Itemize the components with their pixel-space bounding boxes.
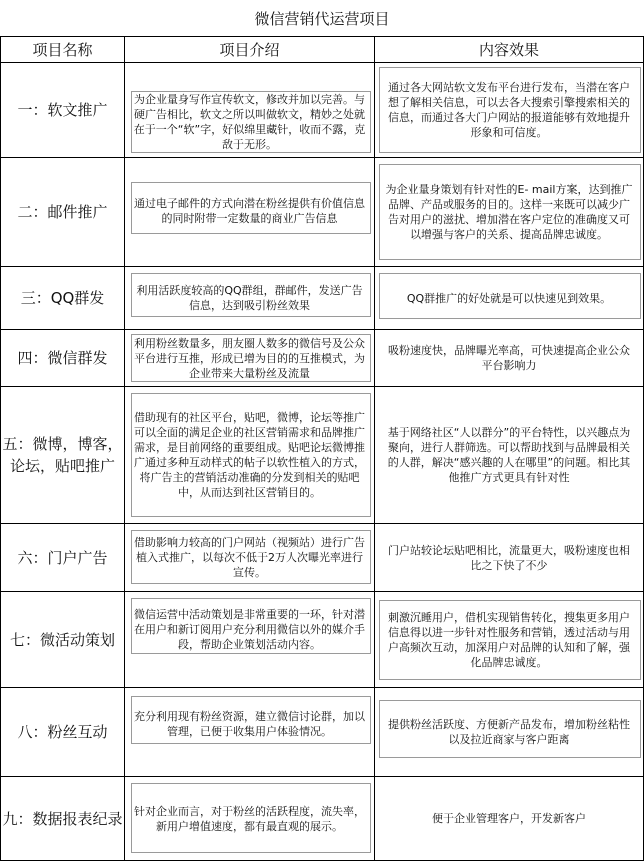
row-name: 三：QQ群发 — [1, 267, 125, 330]
row-effect-cell — [375, 387, 644, 524]
intro-box — [131, 783, 371, 853]
row-effect-cell — [375, 158, 644, 267]
table-row — [1, 267, 644, 330]
row-intro-cell — [125, 387, 375, 524]
table-header-row — [1, 37, 644, 63]
row-intro-cell — [125, 267, 375, 330]
table-row — [1, 777, 644, 861]
row-effect-cell — [375, 63, 644, 158]
row-intro: 借助现有的社区平台，贴吧，微博，论坛等推广可以全面的满足企业的社区营销需求和品牌推广需求，是目前网络的重要组成。贴吧论坛微博推广通过多种互动样式的帖子以软性植入的方式，将广告主的营销活动准确的分发到相关的贴吧中，从而达到社区营销目的。 — [134, 411, 365, 499]
intro-box — [131, 334, 371, 382]
table-row — [1, 158, 644, 267]
row-effect: 通过各大网站软文发布平台进行发布，当潜在客户想了解相关信息，可以去各大搜索引擎搜索相关的信息，而通过各大门户网站的报道能够有效地提升形象和可信度。 — [388, 81, 630, 139]
row-effect-cell — [375, 330, 644, 387]
row-intro: 针对企业而言，对于粉丝的活跃程度，流失率，新用户增值速度，都有最直观的展示。 — [134, 804, 365, 833]
row-name: 二：邮件推广 — [1, 158, 125, 267]
intro-box — [131, 182, 371, 234]
row-intro: 借助影响力较高的门户网站（视频站）进行广告植入式推广，以每次不低于2万人次曝光率进行宣传。 — [134, 536, 365, 579]
row-intro: 为企业量身写作宣传软文，修改并加以完善。与硬广告相比，软文之所以叫做软文，精妙之处就在于一个“软”字，好似绵里藏针，收而不露，克敌于无形。 — [133, 93, 366, 151]
row-effect: 刺激沉睡用户，借机实现销售转化，搜集更多用户信息得以进一步针对性服务和营销，透过活动与用户高频次互动，加深用户对品牌的认知和了解，强化品牌忠诚度。 — [388, 610, 630, 669]
row-name: 一：软文推广 — [1, 63, 125, 158]
row-name: 六：门户广告 — [1, 524, 125, 592]
row-name: 七：微活动策划 — [1, 592, 125, 688]
intro-box — [131, 91, 371, 153]
row-name: 八：粉丝互动 — [1, 688, 125, 777]
effect-box — [379, 67, 641, 153]
row-effect: QQ群推广的好处就是可以快速见到效果。 — [406, 291, 612, 305]
effect-box — [379, 700, 641, 758]
document-title: 微信营销代运营项目 — [0, 0, 644, 37]
table-row — [1, 592, 644, 688]
row-intro-cell — [125, 777, 375, 861]
header-intro: 项目介绍 — [125, 37, 375, 63]
row-effect: 基于网络社区“人以群分”的平台特性，以兴趣点为聚向，进行人群筛选。可以帮助找到与品牌最相关的人群，解决“感兴趣的人在哪里”的问题。相比其他推广方式更具有针对性 — [387, 426, 631, 484]
row-effect: 吸粉速度快，品牌曝光率高，可快速提高企业公众平台影响力 — [388, 344, 630, 372]
row-effect-cell — [375, 267, 644, 330]
intro-box — [131, 696, 371, 744]
table-row — [1, 63, 644, 158]
intro-box — [131, 598, 371, 654]
row-intro-cell — [125, 688, 375, 777]
row-name: 五：微博，博客，论坛，贴吧推广 — [1, 387, 125, 524]
row-intro-cell — [125, 63, 375, 158]
effect-box — [379, 600, 641, 680]
header-effect: 内容效果 — [375, 37, 644, 63]
row-effect-cell — [375, 688, 644, 777]
row-name: 九：数据报表纪录 — [1, 777, 125, 861]
row-effect-cell — [375, 524, 644, 592]
row-intro: 充分利用现有粉丝资源，建立微信讨论群，加以管理，已便于收集用户体验情况。 — [134, 710, 365, 738]
row-effect: 为企业量身策划有针对性的E- mail方案，达到推广品牌、产品或服务的目的。这样一来既可以减少广告对用户的滋扰、增加潜在客户定位的准确度又可以增强与客户的关系、提高品牌忠诚度。 — [385, 183, 633, 241]
row-intro-cell — [125, 524, 375, 592]
row-intro: 通过电子邮件的方式向潜在粉丝提供有价值信息的同时附带一定数量的商业广告信息 — [134, 197, 365, 225]
project-table — [0, 36, 644, 861]
table-row — [1, 688, 644, 777]
row-intro-cell — [125, 330, 375, 387]
effect-box — [379, 273, 641, 319]
row-intro: 微信运营中活动策划是非常重要的一环，针对潜在用户和新订阅用户充分利用微信以外的媒介手段，帮助企业策划活动内容。 — [134, 608, 365, 651]
row-intro-cell — [125, 158, 375, 267]
intro-box — [131, 530, 371, 584]
header-name: 项目名称 — [1, 37, 125, 63]
table-row — [1, 387, 644, 524]
intro-box — [131, 393, 371, 517]
intro-box — [131, 273, 371, 317]
table-row — [1, 524, 644, 592]
row-effect: 门户站较论坛贴吧相比，流量更大，吸粉速度也相比之下快了不少 — [388, 543, 630, 572]
row-intro: 利用活跃度较高的QQ群组，群邮件，发送广告信息，达到吸引粉丝效果 — [136, 284, 363, 312]
row-effect: 便于企业管理客户，开发新客户 — [432, 812, 586, 825]
row-intro-cell — [125, 592, 375, 688]
effect-box — [379, 164, 641, 260]
row-effect-cell — [375, 592, 644, 688]
table-row — [1, 330, 644, 387]
row-name: 四：微信群发 — [1, 330, 125, 387]
row-intro: 利用粉丝数量多，朋友圈人数多的微信号及公众平台进行互推，形成已增为目的的互推模式，为企业带来大量粉丝及流量 — [134, 336, 365, 380]
row-effect-cell — [375, 777, 644, 861]
row-effect: 提供粉丝活跃度、方便新产品发布，增加粉丝粘性以及拉近商家与客户距离 — [388, 718, 630, 746]
